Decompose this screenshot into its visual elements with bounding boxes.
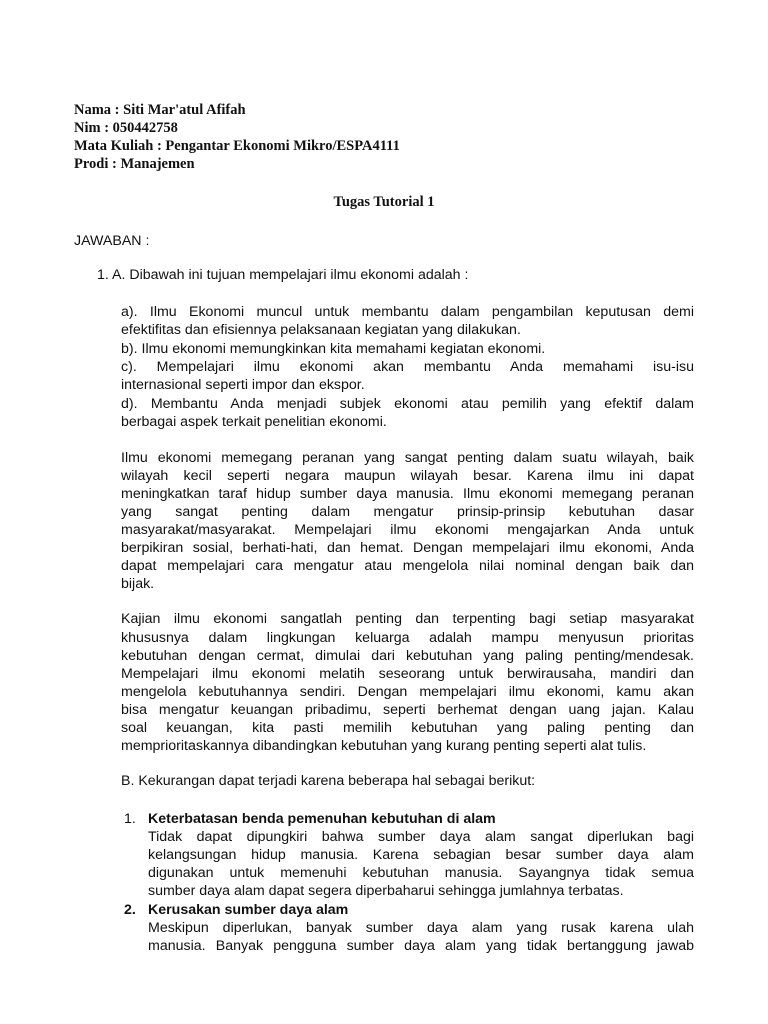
paragraph-2-line: Kajian ilmu ekonomi sangatlah penting dan terpenting bagi setiap masyarakat [121,611,694,627]
b-item-1-number: 1. [124,811,136,827]
point-line: c). Mempelajari ilmu ekonomi akan membantu Anda memahami isu-isu [121,359,694,375]
b-item-1-line: digunakan untuk memenuhi kebutuhan manusia. Sayangnya tidak semua [148,865,694,881]
paragraph-2-line: mengelola kebutuhannya sendiri. Dengan mempelajari ilmu ekonomi, kamu akan [121,684,694,700]
point-line: b). Ilmu ekonomi memungkinkan kita memahami kegiatan ekonomi. [121,341,546,357]
section-b-heading: B. Kekurangan dapat terjadi karena beberapa hal sebagai berikut: [121,773,536,789]
b-item-1-line: sumber daya alam dapat segera diperbaharui sehingga jumlahnya terbatas. [148,883,624,899]
b-item-2-title: Kerusakan sumber daya alam [148,902,349,918]
paragraph-2-line: soal keuangan, kita pasti memilih kebutuhan yang paling penting dan [121,720,694,736]
study-program: Prodi : Manajemen [74,156,195,172]
b-item-2-number: 2. [124,902,136,918]
course-name: Mata Kuliah : Pengantar Ekonomi Mikro/ESPA4111 [74,138,400,154]
paragraph-2-line: khususnya dalam lingkungan keluarga adalah mampu menyusun prioritas [121,630,694,646]
paragraph-1-line: wilayah kecil seperti negara maupun wilayah besar. Karena ilmu ini dapat [121,468,694,484]
point-line: internasional seperti impor dan ekspor. [121,377,365,393]
point-line: efektifitas dan efisiennya pelaksanaan kegiatan yang dilakukan. [121,322,521,338]
b-item-1-line: kelangsungan hidup manusia. Karena sebagian besar sumber daya alam [148,847,694,863]
b-item-1-line: Tidak dapat dipungkiri bahwa sumber daya alam sangat diperlukan bagi [148,829,694,845]
point-line: a). Ilmu Ekonomi muncul untuk membantu dalam pengambilan keputusan demi [121,304,694,320]
paragraph-2-line: kebutuhan dengan cermat, dimulai dari kebutuhan yang paling penting/mendesak. [121,648,694,664]
document-title: Tugas Tutorial 1 [333,194,435,210]
paragraph-1-line: masyarakat/masyarakat. Mempelajari ilmu ekonomi mengajarkan Anda untuk [121,522,694,538]
student-name: Nama : Siti Mar'atul Afifah [74,102,246,118]
point-line: d). Membantu Anda menjadi subjek ekonomi atau pemilih yang efektif dalam [121,396,694,412]
b-item-2-line: manusia. Banyak pengguna sumber daya alam yang tidak bertanggung jawab [148,938,694,954]
paragraph-1-line: yang sangat penting dalam mengatur prinsip-prinsip kebutuhan dasar [121,504,694,520]
paragraph-1-line: dapat mempelajari cara mengatur atau mengelola nilai nominal dengan baik dan [121,558,694,574]
paragraph-1-line: Ilmu ekonomi memegang peranan yang sangat penting dalam suatu wilayah, baik [121,450,694,466]
student-nim: Nim : 050442758 [74,120,178,136]
paragraph-2-line: bisa mengatur keuangan pribadimu, seperti berhemat dengan uang jajan. Kalau [121,702,694,718]
paragraph-2-line: memprioritaskannya dibandingkan kebutuhan yang kurang penting seperti alat tulis. [121,738,647,754]
b-item-1-title: Keterbatasan benda pemenuhan kebutuhan di alam [148,811,496,827]
paragraph-2-line: Mempelajari ilmu ekonomi melatih seseorang untuk berwirausaha, mandiri dan [121,666,694,682]
paragraph-1-line: berpikiran sosial, berhati-hati, dan hemat. Dengan mempelajari ilmu ekonomi, Anda [121,540,694,556]
question-1a-heading: 1. A. Dibawah ini tujuan mempelajari ilmu ekonomi adalah : [97,267,469,283]
paragraph-1-line: meningkatkan taraf hidup sumber daya manusia. Ilmu ekonomi memegang peranan [121,486,694,502]
answer-label: JAWABAN : [74,233,150,249]
point-line: berbagai aspek terkait penelitian ekonomi. [121,414,387,430]
paragraph-1-line: bijak. [121,576,155,592]
b-item-2-line: Meskipun diperlukan, banyak sumber daya alam yang rusak karena ulah [148,920,694,936]
